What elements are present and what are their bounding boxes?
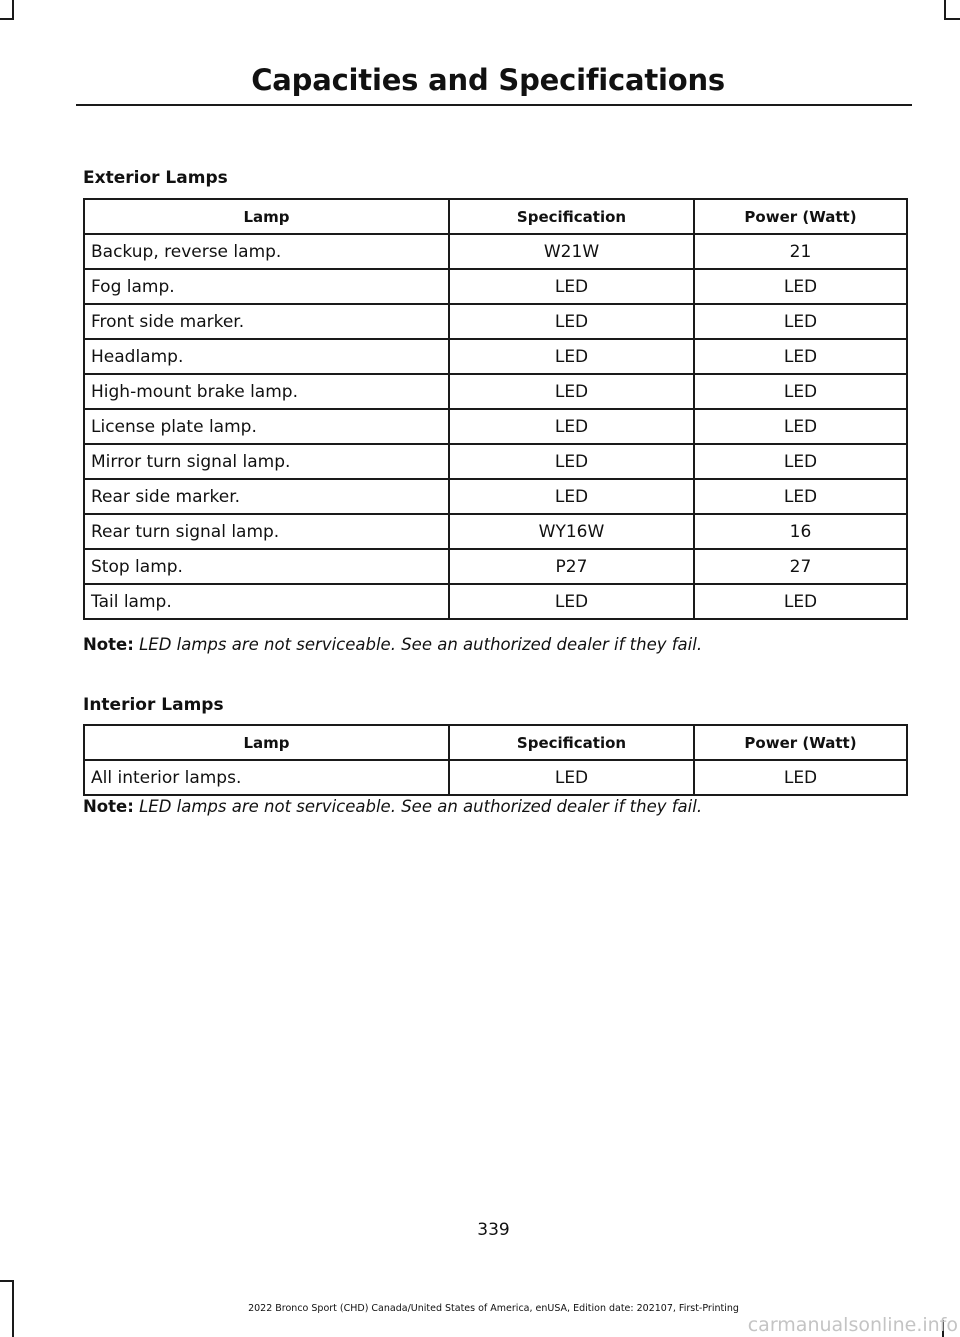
power-cell: 21 [694,234,907,269]
power-cell: LED [694,339,907,374]
specification-cell: LED [449,339,694,374]
table-row [84,760,907,795]
column-header-lamp: Lamp [84,725,449,760]
lamp-cell: Rear side marker. [84,479,449,514]
specification-cell: P27 [449,549,694,584]
specification-cell: LED [449,374,694,409]
table-row [84,479,907,514]
power-cell: LED [694,584,907,619]
power-cell: LED [694,444,907,479]
power-cell: LED [694,760,907,795]
lamp-cell: Backup, reverse lamp. [84,234,449,269]
lamp-cell: Headlamp. [84,339,449,374]
column-header-lamp: Lamp [84,199,449,234]
specification-cell: LED [449,409,694,444]
note-text: LED lamps are not serviceable. See an authorized dealer if they fail. [139,797,703,816]
lamp-cell: All interior lamps. [84,760,449,795]
crop-mark [944,0,946,18]
table-row [84,584,907,619]
table-row [84,339,907,374]
power-cell: LED [694,269,907,304]
specification-cell: WY16W [449,514,694,549]
power-cell: LED [694,409,907,444]
crop-mark [0,18,14,20]
specification-cell: LED [449,584,694,619]
power-cell: LED [694,374,907,409]
page-title: Capacities and Specifications [251,63,725,97]
column-header-specification: Specification [449,725,694,760]
table-row [84,409,907,444]
note-label: Note: [83,635,134,654]
specification-cell: LED [449,444,694,479]
power-cell: 27 [694,549,907,584]
power-cell: LED [694,304,907,339]
lamp-cell: Rear turn signal lamp. [84,514,449,549]
specification-cell: LED [449,479,694,514]
lamp-cell: Front side marker. [84,304,449,339]
crop-mark [12,0,14,18]
page-number: 339 [477,1220,510,1240]
exterior-note [83,634,702,656]
table-row [84,304,907,339]
column-header-power: Power (Watt) [694,725,907,760]
table-row [84,269,907,304]
lamp-cell: License plate lamp. [84,409,449,444]
lamp-cell: Tail lamp. [84,584,449,619]
table-row [84,444,907,479]
lamp-cell: Stop lamp. [84,549,449,584]
interior-lamps-table [83,724,908,796]
exterior-lamps-table [83,198,908,620]
table-row [84,374,907,409]
specification-cell: LED [449,269,694,304]
specification-cell: LED [449,760,694,795]
note-text: LED lamps are not serviceable. See an authorized dealer if they fail. [139,635,703,654]
site-watermark[interactable]: carmanualsonline.info [747,1314,958,1336]
column-header-specification: Specification [449,199,694,234]
table-header-row [84,199,907,234]
lamp-cell: Fog lamp. [84,269,449,304]
interior-note [83,796,702,818]
table-header-row [84,725,907,760]
specification-cell: LED [449,304,694,339]
note-label: Note: [83,797,134,816]
table-row [84,514,907,549]
table-row [84,234,907,269]
table-row [84,549,907,584]
edition-footer: 2022 Bronco Sport (CHD) Canada/United States of America, enUSA, Edition date: 202107, First-Printing [248,1303,739,1314]
power-cell: 16 [694,514,907,549]
specification-cell: W21W [449,234,694,269]
interior-lamps-heading: Interior Lamps [83,695,224,715]
column-header-power: Power (Watt) [694,199,907,234]
lamp-cell: High-mount brake lamp. [84,374,449,409]
crop-mark [944,18,960,20]
power-cell: LED [694,479,907,514]
exterior-lamps-heading: Exterior Lamps [83,168,228,188]
title-divider [76,104,912,106]
lamp-cell: Mirror turn signal lamp. [84,444,449,479]
